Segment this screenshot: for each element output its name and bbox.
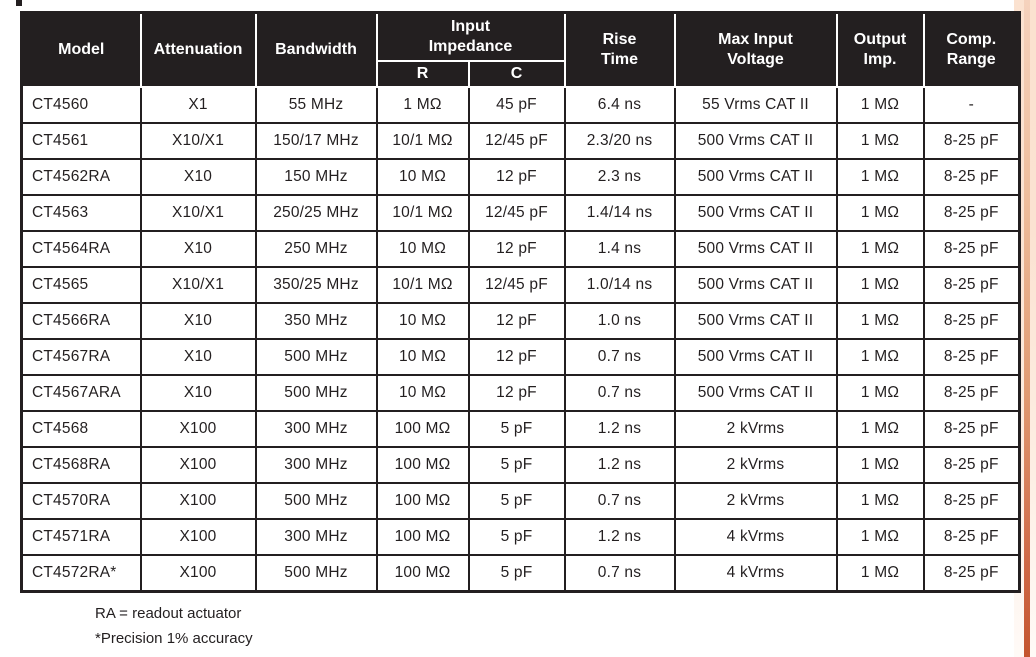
header-bandwidth: Bandwidth [256, 13, 377, 88]
table-row [22, 519, 1020, 555]
table-cell: 8-25 pF [924, 483, 1020, 519]
table-cell: 1 MΩ [837, 231, 924, 267]
table-cell: 12/45 pF [469, 123, 565, 159]
table-cell: X10/X1 [141, 195, 256, 231]
table-cell: 250/25 MHz [256, 195, 377, 231]
header-input-impedance: Input Impedance [377, 13, 565, 62]
table-cell: 1 MΩ [837, 123, 924, 159]
table-cell: 8-25 pF [924, 195, 1020, 231]
table-row [22, 231, 1020, 267]
table-cell: X10/X1 [141, 267, 256, 303]
table-row [22, 483, 1020, 519]
table-cell: 10 MΩ [377, 231, 469, 267]
table-cell: 300 MHz [256, 519, 377, 555]
table-cell: 2 kVrms [675, 447, 837, 483]
table-cell: X10 [141, 231, 256, 267]
table-cell: 0.7 ns [565, 339, 675, 375]
table-cell: 1.2 ns [565, 411, 675, 447]
table-cell: 1.2 ns [565, 519, 675, 555]
table-cell: 100 MΩ [377, 411, 469, 447]
table-cell: 8-25 pF [924, 231, 1020, 267]
table-row [22, 339, 1020, 375]
table-cell: X10 [141, 303, 256, 339]
table-row [22, 195, 1020, 231]
table-cell: 100 MΩ [377, 519, 469, 555]
table-cell: 500 Vrms CAT II [675, 375, 837, 411]
table-cell: 500 MHz [256, 339, 377, 375]
table-cell: 12/45 pF [469, 267, 565, 303]
table-row [22, 303, 1020, 339]
table-cell: 4 kVrms [675, 519, 837, 555]
header-comp-range: Comp. Range [924, 13, 1020, 88]
table-cell: CT4567RA [22, 339, 141, 375]
table-cell: X10 [141, 375, 256, 411]
table-cell: X100 [141, 447, 256, 483]
table-cell: CT4565 [22, 267, 141, 303]
table-cell: 1 MΩ [837, 411, 924, 447]
table-cell: 1 MΩ [837, 447, 924, 483]
table-cell: 10/1 MΩ [377, 123, 469, 159]
table-cell: 8-25 pF [924, 267, 1020, 303]
table-cell: CT4571RA [22, 519, 141, 555]
table-cell: 1.0 ns [565, 303, 675, 339]
table-cell: 100 MΩ [377, 483, 469, 519]
table-cell: 8-25 pF [924, 555, 1020, 592]
table-cell: 1 MΩ [837, 195, 924, 231]
table-cell: CT4572RA* [22, 555, 141, 592]
table-cell: 1 MΩ [837, 87, 924, 123]
table-cell: 2 kVrms [675, 483, 837, 519]
header-model: Model [22, 13, 141, 88]
table-cell: 12/45 pF [469, 195, 565, 231]
table-row [22, 411, 1020, 447]
table-cell: 1.4 ns [565, 231, 675, 267]
table-cell: 8-25 pF [924, 411, 1020, 447]
footnotes [95, 601, 253, 651]
table-cell: 5 pF [469, 411, 565, 447]
table-cell: 5 pF [469, 483, 565, 519]
table-cell: CT4568 [22, 411, 141, 447]
table-cell: 1 MΩ [377, 87, 469, 123]
table-cell: X10 [141, 339, 256, 375]
table-row [22, 267, 1020, 303]
table-cell: 250 MHz [256, 231, 377, 267]
table-cell: 12 pF [469, 339, 565, 375]
table-cell: 8-25 pF [924, 447, 1020, 483]
table-cell: 55 Vrms CAT II [675, 87, 837, 123]
table-cell: CT4564RA [22, 231, 141, 267]
table-cell: 5 pF [469, 447, 565, 483]
table-cell: 12 pF [469, 303, 565, 339]
table-cell: CT4560 [22, 87, 141, 123]
table-cell: 500 Vrms CAT II [675, 159, 837, 195]
table-cell: 10/1 MΩ [377, 267, 469, 303]
table-cell: 6.4 ns [565, 87, 675, 123]
table-cell: 2.3 ns [565, 159, 675, 195]
table-cell: 300 MHz [256, 411, 377, 447]
table-cell: 12 pF [469, 231, 565, 267]
table-cell: X100 [141, 555, 256, 592]
table-cell: 8-25 pF [924, 159, 1020, 195]
table-cell: 2 kVrms [675, 411, 837, 447]
probe-spec-table [20, 11, 1021, 593]
spec-table-container [20, 11, 1021, 593]
table-cell: X100 [141, 483, 256, 519]
table-cell: CT4568RA [22, 447, 141, 483]
table-cell: 8-25 pF [924, 519, 1020, 555]
table-cell: 1.0/14 ns [565, 267, 675, 303]
table-cell: 1 MΩ [837, 159, 924, 195]
table-cell: 500 Vrms CAT II [675, 123, 837, 159]
table-cell: 350 MHz [256, 303, 377, 339]
table-cell: 0.7 ns [565, 483, 675, 519]
header-max-input-voltage: Max Input Voltage [675, 13, 837, 88]
table-cell: CT4566RA [22, 303, 141, 339]
table-cell: 1.4/14 ns [565, 195, 675, 231]
table-cell: 2.3/20 ns [565, 123, 675, 159]
table-row [22, 87, 1020, 123]
table-cell: 10 MΩ [377, 159, 469, 195]
table-row [22, 159, 1020, 195]
table-cell: 500 MHz [256, 375, 377, 411]
header-attenuation: Attenuation [141, 13, 256, 88]
table-row [22, 375, 1020, 411]
table-cell: 1 MΩ [837, 339, 924, 375]
table-cell: 300 MHz [256, 447, 377, 483]
table-cell: 12 pF [469, 159, 565, 195]
table-cell: 10 MΩ [377, 303, 469, 339]
table-row [22, 555, 1020, 592]
table-cell: CT4570RA [22, 483, 141, 519]
header-impedance-r: R [377, 61, 469, 87]
table-row [22, 447, 1020, 483]
table-cell: 1 MΩ [837, 555, 924, 592]
table-cell: 150 MHz [256, 159, 377, 195]
table-cell: 500 Vrms CAT II [675, 195, 837, 231]
table-cell: CT4562RA [22, 159, 141, 195]
table-cell: 350/25 MHz [256, 267, 377, 303]
table-cell: 100 MΩ [377, 447, 469, 483]
table-cell: 5 pF [469, 555, 565, 592]
table-body [22, 87, 1020, 592]
table-cell: X100 [141, 519, 256, 555]
header-impedance-c: C [469, 61, 565, 87]
table-cell: 500 Vrms CAT II [675, 339, 837, 375]
table-cell: 8-25 pF [924, 339, 1020, 375]
table-cell: 500 Vrms CAT II [675, 267, 837, 303]
table-cell: 4 kVrms [675, 555, 837, 592]
table-cell: 1 MΩ [837, 375, 924, 411]
table-cell: 10 MΩ [377, 375, 469, 411]
header-rise-time: Rise Time [565, 13, 675, 88]
table-cell: X10/X1 [141, 123, 256, 159]
table-cell: 8-25 pF [924, 303, 1020, 339]
table-cell: X100 [141, 411, 256, 447]
table-cell: 10/1 MΩ [377, 195, 469, 231]
table-cell: X1 [141, 87, 256, 123]
table-cell: 0.7 ns [565, 555, 675, 592]
table-cell: 1 MΩ [837, 483, 924, 519]
table-cell: 500 Vrms CAT II [675, 303, 837, 339]
table-cell: 10 MΩ [377, 339, 469, 375]
table-cell: 8-25 pF [924, 123, 1020, 159]
scan-artifact-mark [16, 0, 22, 6]
table-cell: CT4567ARA [22, 375, 141, 411]
table-cell: 45 pF [469, 87, 565, 123]
page-edge-rule [1024, 0, 1030, 657]
table-cell: 100 MΩ [377, 555, 469, 592]
footnote-ra: RA = readout actuator [95, 605, 242, 622]
table-cell: 150/17 MHz [256, 123, 377, 159]
table-cell: 1.2 ns [565, 447, 675, 483]
table-cell: 8-25 pF [924, 375, 1020, 411]
table-cell: 12 pF [469, 375, 565, 411]
table-cell: X10 [141, 159, 256, 195]
footnote-precision: *Precision 1% accuracy [95, 630, 253, 647]
table-cell: 5 pF [469, 519, 565, 555]
table-cell: 55 MHz [256, 87, 377, 123]
table-cell: 500 MHz [256, 483, 377, 519]
table-cell: 500 Vrms CAT II [675, 231, 837, 267]
table-cell: CT4563 [22, 195, 141, 231]
table-cell: 1 MΩ [837, 267, 924, 303]
table-cell: 1 MΩ [837, 303, 924, 339]
table-cell: - [924, 87, 1020, 123]
table-cell: 1 MΩ [837, 519, 924, 555]
table-cell: 0.7 ns [565, 375, 675, 411]
table-header [22, 13, 1020, 88]
table-cell: CT4561 [22, 123, 141, 159]
table-cell: 500 MHz [256, 555, 377, 592]
header-output-imp: Output Imp. [837, 13, 924, 88]
table-row [22, 123, 1020, 159]
